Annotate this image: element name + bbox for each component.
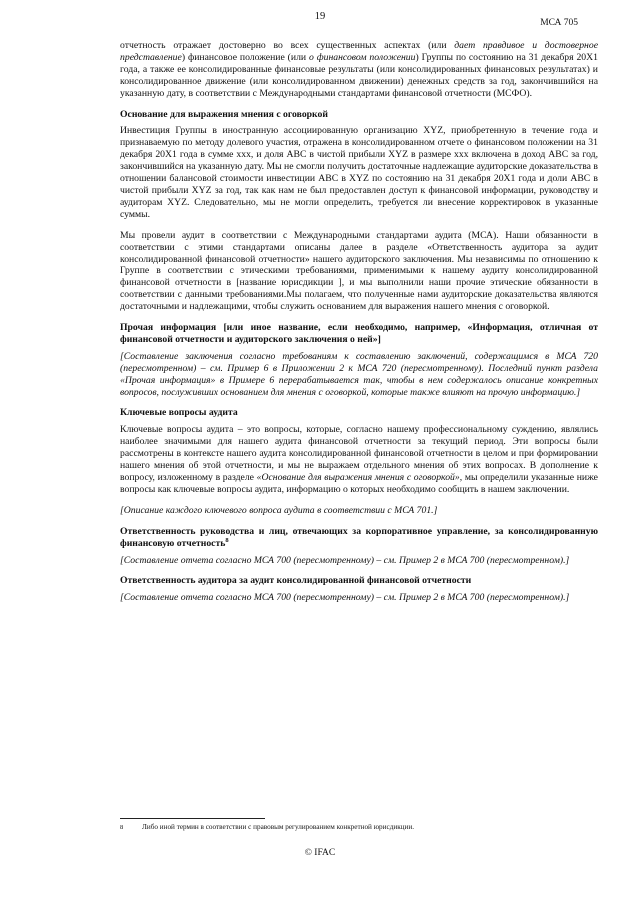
footnote-text: Либо иной термин в соответствии с правовым регулированием конкретной юрисдикции. xyxy=(142,823,415,831)
opinion-paragraph xyxy=(120,40,598,100)
footnote-reference: 8 xyxy=(225,536,229,544)
footnote-divider xyxy=(120,818,265,819)
footnote xyxy=(120,823,598,832)
italic-run: дает правдивое и достоверное представление xyxy=(120,40,598,63)
text-run: ) Группы по состоянию на 31 декабря 20X1 года, а также ее консолидированные финансовые результаты (или консолидированных финансовых результатах) и консолидированное движение (или консолидированном движении) денежных средств за год, закончившийся на указанную дату, в соответствии с Международными стандартами финансовой отчетности (МСФО). xyxy=(120,51,598,99)
italic-run: о финансовом положении xyxy=(308,51,416,63)
text-run: , мы определили указанные ниже вопросы как ключевые вопросы аудита, информацию о которых необходимо сообщить в нашем заключении. xyxy=(120,472,598,495)
copyright: © IFAC xyxy=(304,848,336,858)
basis-paragraph-1: Инвестиция Группы в иностранную ассоциированную организацию XYZ, приобретенную в течение года и признаваемую по методу долевого участия, отражена в консолидированном отчете о финансовом положении на 31 декабря 20X1 года в сумме xxx, и доля ABC в чистой прибыли XYZ в размере xxx включена в доход ABC за год, закончившийся на указанную дату. Мы не смогли получить достаточные надлежащие аудиторские доказательства в отношении балансовой стоимости инвестиции ABC в XYZ по состоянию на 31 декабря 20X1 года и доли ABC в чистой прибыли XYZ за год, так как нам не был предоставлен доступ к финансовой информации, руководству и аудиторам XYZ. Следовательно, мы не могли определить, требуется ли внесение корректировок в указанные суммы. xyxy=(120,125,598,220)
text-run: отчетность отражает достоверно во всех существенных аспектах (или xyxy=(120,40,455,51)
other-info-paragraph: [Составление заключения согласно требованиям к составлению заключений, содержащимся в МСА 720 (пересмотренном) – см. Пример 6 в Приложении 2 к МСА 720 (пересмотренному). Последний пункт раздела «Прочая информация» в Примере 6 перерабатывается так, чтобы в нем содержалось описание конкретных вопросов, послуживших основанием для мнения с оговоркой, которые также влияют на прочую информацию.] xyxy=(120,350,598,398)
heading-text: Ответственность руководства и лиц, отвечающих за корпоративное управление, за консолидированную финансовую отчетность xyxy=(120,525,598,549)
section-heading-basis: Основание для выражения мнения с оговоркой xyxy=(120,108,328,120)
auditor-paragraph: [Составление отчета согласно МСА 700 (пересмотренному) – см. Пример 2 в МСА 700 (пересмотренном).] xyxy=(120,592,570,604)
italic-run: «Основание для выражения мнения с оговоркой» xyxy=(256,472,460,483)
key-matters-note: [Описание каждого ключевого вопроса аудита в соответствии с МСА 701.] xyxy=(120,504,438,516)
basis-paragraph-2: Мы провели аудит в соответствии с Международными стандартами аудита (МСА). Наши обязанности в соответствии с этими стандартами описаны далее в разделе «Ответственность аудитора за аудит консолидированной финансовой отчетности» нашего аудиторского заключения. Мы независимы по отношению к Группе в соответствии с этическими требованиями, применимыми к нашему аудиту консолидированной финансовой отчетности в [название юрисдикции ], и мы выполнили наши прочие этические обязанности в соответствии с данными требованиями.Мы полагаем, что полученные нами аудиторские доказательства являются достаточными и надлежащими, чтобы служить основанием для выражения нашего мнения с оговоркой. xyxy=(120,229,598,313)
management-paragraph: [Составление отчета согласно МСА 700 (пересмотренному) – см. Пример 2 в МСА 700 (пересмотренном).] xyxy=(120,554,570,566)
section-heading-other-info: Прочая информация [или иное название, если необходимо, например, «Информация, отличная от финансовой отчетности и аудиторского заключения о ней»] xyxy=(120,322,598,345)
page-number: 19 xyxy=(314,11,326,22)
document-body xyxy=(120,40,598,613)
key-matters-paragraph xyxy=(120,424,598,495)
text-run: ) финансовое положение (или xyxy=(181,51,309,63)
section-heading-management xyxy=(120,526,598,550)
footnote-mark: 8 xyxy=(120,824,124,831)
text-run: Ключевые вопросы аудита – это вопросы, которые, согласно нашему профессиональному суждению, являлись наиболее значимыми для нашего аудита финансовой отчетности за текущий период. Эти вопросы были рассмотрены в контексте нашего аудита консолидированной финансовой отчетности в целом и при формировании нашего мнения об этой отчетности, и мы не выражаем отдельного мнения об этих вопросах. В дополнение к вопросу, изложенному в разделе xyxy=(120,424,598,483)
document-code: МСА 705 xyxy=(540,18,578,28)
section-heading-key-matters: Ключевые вопросы аудита xyxy=(120,407,238,419)
section-heading-auditor: Ответственность аудитора за аудит консолидированной финансовой отчетности xyxy=(120,575,472,587)
